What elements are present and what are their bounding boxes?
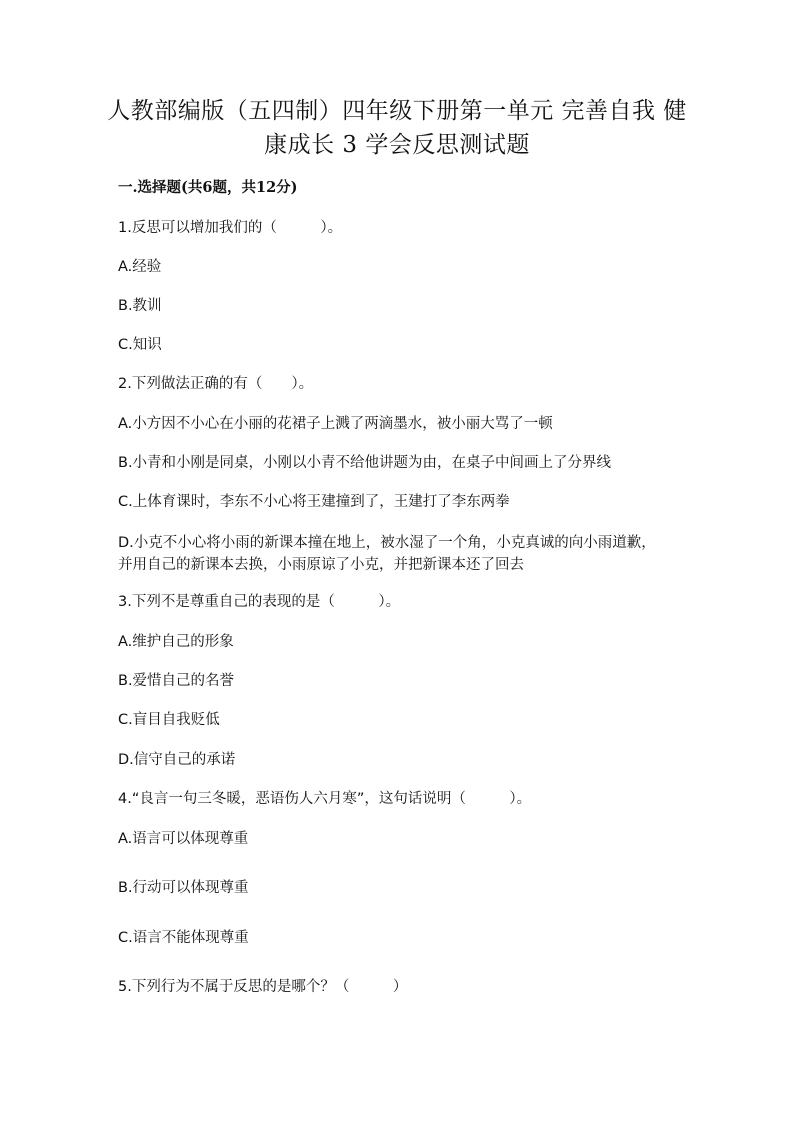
question-3-option-b: B.爱惜自己的名誉: [118, 673, 235, 689]
question-3-option-c: C.盲目自我贬低: [118, 712, 220, 728]
question-1-option-b: B.教训: [118, 298, 162, 314]
question-3-stem: 3.下列不是尊重自己的表现的是（ ）。: [118, 594, 401, 610]
question-2-option-b: B.小青和小刚是同桌，小刚以小青不给他讲题为由，在桌子中间画上了分界线: [118, 455, 612, 471]
question-2-option-a: A.小方因不小心在小丽的花裙子上溅了两滴墨水，被小丽大骂了一顿: [118, 416, 553, 432]
question-2-option-c: C.上体育课时，李东不小心将王建撞到了，王建打了李东两拳: [118, 494, 510, 510]
question-2-stem: 2.下列做法正确的有（ ）。: [118, 376, 314, 392]
section-heading: 一.选择题(共6题，共12分): [118, 179, 298, 196]
question-3-option-a: A.维护自己的形象: [118, 634, 234, 650]
question-5-stem: 5.下列行为不属于反思的是哪个？（ ）: [118, 979, 408, 995]
question-1-stem: 1.反思可以增加我们的（ ）。: [118, 220, 343, 236]
question-1-option-a: A.经验: [118, 259, 162, 275]
question-4-stem: 4.“良言一句三冬暖，恶语伤人六月寒”，这句话说明（ ）。: [118, 791, 532, 807]
question-3-option-d: D.信守自己的承诺: [118, 752, 236, 768]
question-2-option-d: D.小克不小心将小雨的新课本撞在地上，被水湿了一个角，小克真诚的向小雨道歉，并用自己的新课本去换，小雨原谅了小克，并把新课本还了回去: [118, 535, 656, 573]
question-4-option-b: B.行动可以体现尊重: [118, 880, 249, 896]
question-4-option-a: A.语言可以体现尊重: [118, 831, 249, 847]
question-4-option-c: C.语言不能体现尊重: [118, 930, 249, 946]
question-1-option-c: C.知识: [118, 337, 162, 353]
page-title: 人教部编版（五四制）四年级下册第一单元 完善自我 健康成长 3 学会反思测试题: [107, 98, 687, 158]
